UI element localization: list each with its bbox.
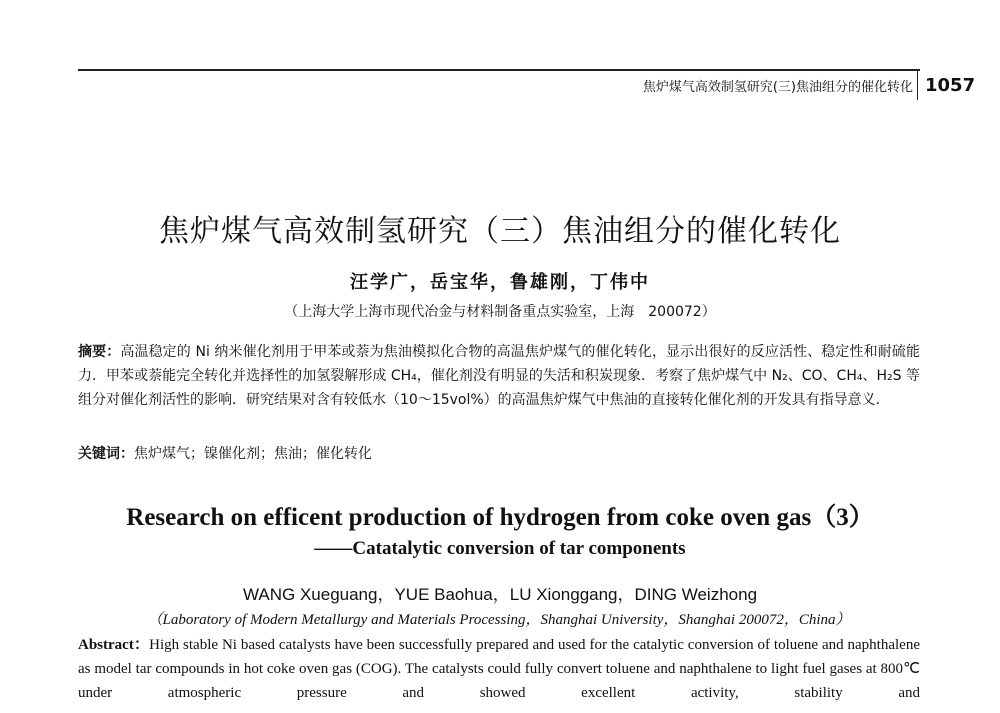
chinese-title: 焦炉煤气高效制氢研究（三）焦油组分的催化转化 bbox=[159, 214, 841, 249]
chinese-abstract bbox=[78, 340, 920, 412]
chinese-abstract-label: 摘要： bbox=[78, 344, 121, 360]
english-abstract-text: High stable Ni based catalysts have been successfully prepared and used for the catalytic conversion of toluene and naphthalene as model tar compounds in hot coke oven gas (COG). The catalysts could fully convert toluene and naphthalene to light fuel gases at 800℃ under atmospheric pressure and showed excellent activity, stability and bbox=[78, 637, 920, 701]
page-number: 1057 bbox=[925, 75, 976, 96]
english-authors: WANG Xueguang，YUE Baohua，LU Xionggang，DING Weizhong bbox=[242, 585, 758, 604]
english-subtitle: ——Catatalytic conversion of tar components bbox=[314, 538, 686, 559]
header-separator bbox=[917, 70, 918, 100]
chinese-authors: 汪学广，岳宝华，鲁雄刚，丁伟中 bbox=[350, 272, 650, 293]
english-title: Research on efficent production of hydrogen from coke oven gas（3） bbox=[126, 504, 874, 531]
header-rule bbox=[78, 69, 920, 71]
english-abstract bbox=[78, 633, 920, 705]
chinese-affiliation: （上海大学上海市现代冶金与材料制备重点实验室，上海 200072） bbox=[284, 304, 716, 320]
english-abstract-label: Abstract： bbox=[78, 637, 150, 653]
chinese-keywords-text: 焦炉煤气；镍催化剂；焦油；催化转化 bbox=[134, 446, 372, 462]
chinese-keywords bbox=[78, 443, 920, 465]
english-affiliation: （Laboratory of Modern Metallurgy and Materials Processing，Shanghai University，Shanghai 200072，China） bbox=[147, 612, 851, 628]
chinese-keywords-label: 关键词： bbox=[78, 446, 134, 462]
running-header-title: 焦炉煤气高效制氢研究(三)焦油组分的催化转化 bbox=[642, 80, 913, 95]
chinese-abstract-text: 高温稳定的 Ni 纳米催化剂用于甲苯或萘为焦油模拟化合物的高温焦炉煤气的催化转化，显示出很好的反应活性、稳定性和耐硫能力．甲苯或萘能完全转化并选择性的加氢裂解形成 CH₄，催化剂没有明显的失活和积炭现象．考察了焦炉煤气中 N₂、CO、CH₄、H₂S 等组分对催化剂活性的影响．研究结果对含有较低水（10～15vol%）的高温焦炉煤气中焦油的直接转化催化剂的开发具有指导意义． bbox=[78, 344, 920, 408]
